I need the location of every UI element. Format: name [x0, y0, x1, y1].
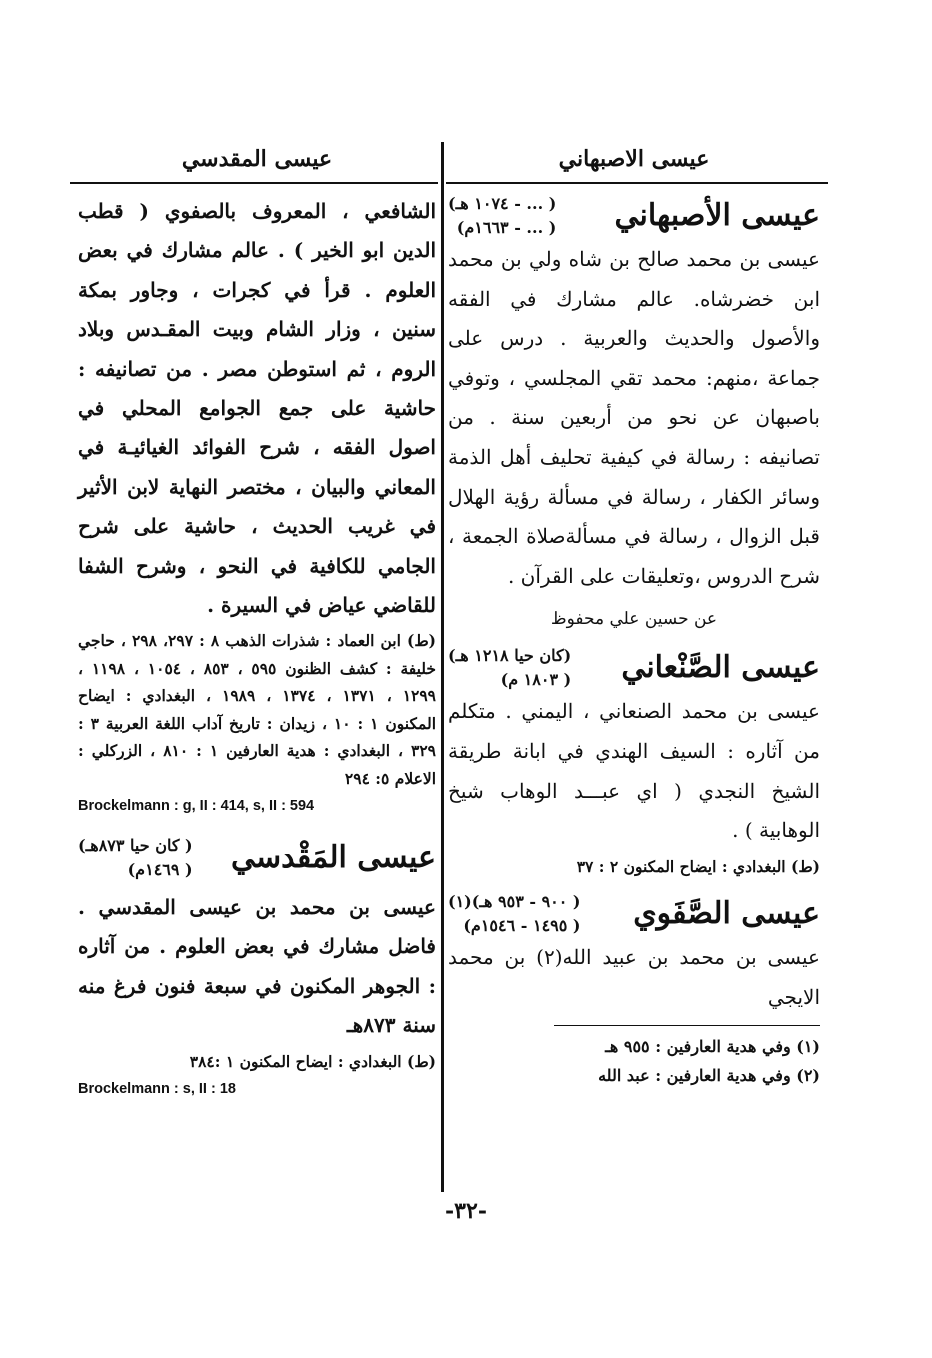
left-column — [78, 142, 436, 1103]
entry-isfahani-text: عيسى بن محمد صالح بن شاه ولي بن محمد ابن خضرشاه. عالم مشارك في الفقه والأصول والحديث والعربية . درس على جماعة ،منهم: محمد تقي المجلسي ، وتوفي باصبهان عن نحو من أربعين سنة . من تصانيفه : رسالة في كيفية تحليف أهل الذمة وسائر الكفار ، رسالة في مسألة رؤية الهلال قبل الزوال ، رسالة في مسألةصلاة الجمعة ، شرح الدروس ،وتعليقات على القرآن . — [448, 247, 820, 588]
entry-isfahani-name: عيسى الأصبهاني — [614, 198, 820, 233]
entry-isfahani-date-hijri: ( ... - ١٠٧٤ هـ) — [448, 194, 557, 213]
entry-sanani-refs: (ط) البغدادي : ايضاح المكنون ٢ : ٣٧ — [576, 856, 820, 876]
footnote-2: (٢) وفي هدية العارفين : عبد الله — [598, 1066, 820, 1086]
page-number: -٣٢- — [445, 1198, 487, 1224]
entry-isfahani-dates — [448, 192, 556, 240]
entry-maqdisi-date-greg: ( ١٤٦٩م) — [127, 859, 193, 879]
entry-sanani-name: عيسى الصَّنْعاني — [621, 650, 820, 686]
entry-maqdisi-name: عيسى المَقْدسي — [230, 839, 436, 875]
entry-sanani-date-hijri: (كان حيا ١٢١٨ هـ) — [448, 646, 572, 666]
entry-safawi-name: عيسى الصَّفَوي — [633, 896, 820, 932]
left-head-rule — [70, 182, 438, 184]
entry-safawi-date-hijri: ( ٩٠٠ - ٩٥٣ هـ)(١) — [448, 892, 581, 912]
entry-safawi-latin-ref: Brockelmann : g, II : 414, s, II : 594 — [78, 797, 315, 814]
entry-safawi-date-greg: ( ١٤٩٥ - ١٥٤٦م) — [463, 916, 581, 936]
entry-safawi-head — [448, 890, 820, 938]
footnote-rule — [554, 1025, 820, 1026]
entry-sanani-date-greg: ( ١٨٠٣ م) — [500, 670, 572, 690]
entry-sanani-text: عيسى بن محمد الصنعاني ، اليمني . متكلم من آثاره : السيف الهندي في ابانة طريقة الشيخ النجدي ( اي عبـــد الوهاب شيخ الوهابية ) . — [448, 699, 820, 843]
entry-maqdisi-dates — [78, 834, 193, 882]
entry-maqdisi-text: عيسى بن محمد بن عيسى المقدسي . فاضل مشارك في بعض العلوم . من آثاره : الجوهر المكنون في سبعة فنون فرغ منه سنة ٨٧٣هـ — [78, 894, 436, 1038]
footnote-1: (١) وفي هدية العارفين : ٩٥٥ هـ — [605, 1037, 820, 1057]
entry-safawi-continuation-text: الشافعي ، المعروف بالصفوي ( قطب الدين ابو الخير ) . عالم مشارك في بعض العلوم . قرأ في كجرات ، وجاور بمكة سنين ، وزار الشام وبيت المقـدس وبلاد الروم ، ثم استوطن مصر . من تصانيفه : حاشية على جمع الجوامع المحلي في اصول الفقه ، شرح الفوائد الغيائيـة في المعاني والبيان ، مختصر النهاية لابن الأثير في غريب الحديث ، حاشية على شرح الجامي للكافية في النحو ، وشرح الشفا للقاضي عياض في السيرة . — [78, 199, 436, 618]
entry-maqdisi-head — [78, 834, 436, 882]
entry-maqdisi-date-hijri: ( كان حيا ٨٧٣هـ) — [78, 835, 193, 855]
right-running-head: عيسى الاصبهاني — [558, 146, 710, 172]
right-head-rule — [446, 182, 828, 184]
entry-isfahani-head — [448, 192, 820, 240]
entry-maqdisi-refs: (ط) البغدادي : ايضاح المكنون ١ :٣٨٤ — [189, 1051, 436, 1071]
entry-maqdisi-latin-ref: Brockelmann : s, II : 18 — [78, 1080, 236, 1097]
entry-safawi-text: عيسى بن محمد بن عبيد الله(٢) بن محمد الايجي — [448, 945, 820, 1009]
left-running-head: عيسى المقدسي — [181, 146, 333, 172]
entry-sanani-head — [448, 644, 820, 692]
entry-isfahani-date-greg: ( ... - ١٦٦٣م) — [456, 218, 557, 237]
entry-safawi-refs: (ط) ابن العماد : شذرات الذهب ٨ : ٢٩٧، ٢٩٨ ، حاجي خليفة : كشف الظنون ٥٩٥ ، ٨٥٣ ، ١٠٥٤ ، ١١٩٨ ، ١٢٩٩ ، ١٣٧١ ، ١٣٧٤ ، ١٩٨٩ ، البغدادي : ايضاح المكنون ١ : ١٠ ، زيدان : تاريخ آداب اللغة العربية ٣ : ٣٢٩ ، البغدادي : هدية العارفين ١ : ٨١٠ ، الزركلي : الاعلام ٥: ٢٩٤ — [78, 631, 437, 788]
right-column — [448, 142, 820, 1090]
entry-safawi-dates — [448, 890, 581, 938]
column-divider — [441, 142, 444, 1192]
entry-isfahani-author: عن حسين علي محفوظ — [550, 609, 718, 630]
entry-sanani-dates — [448, 644, 571, 692]
